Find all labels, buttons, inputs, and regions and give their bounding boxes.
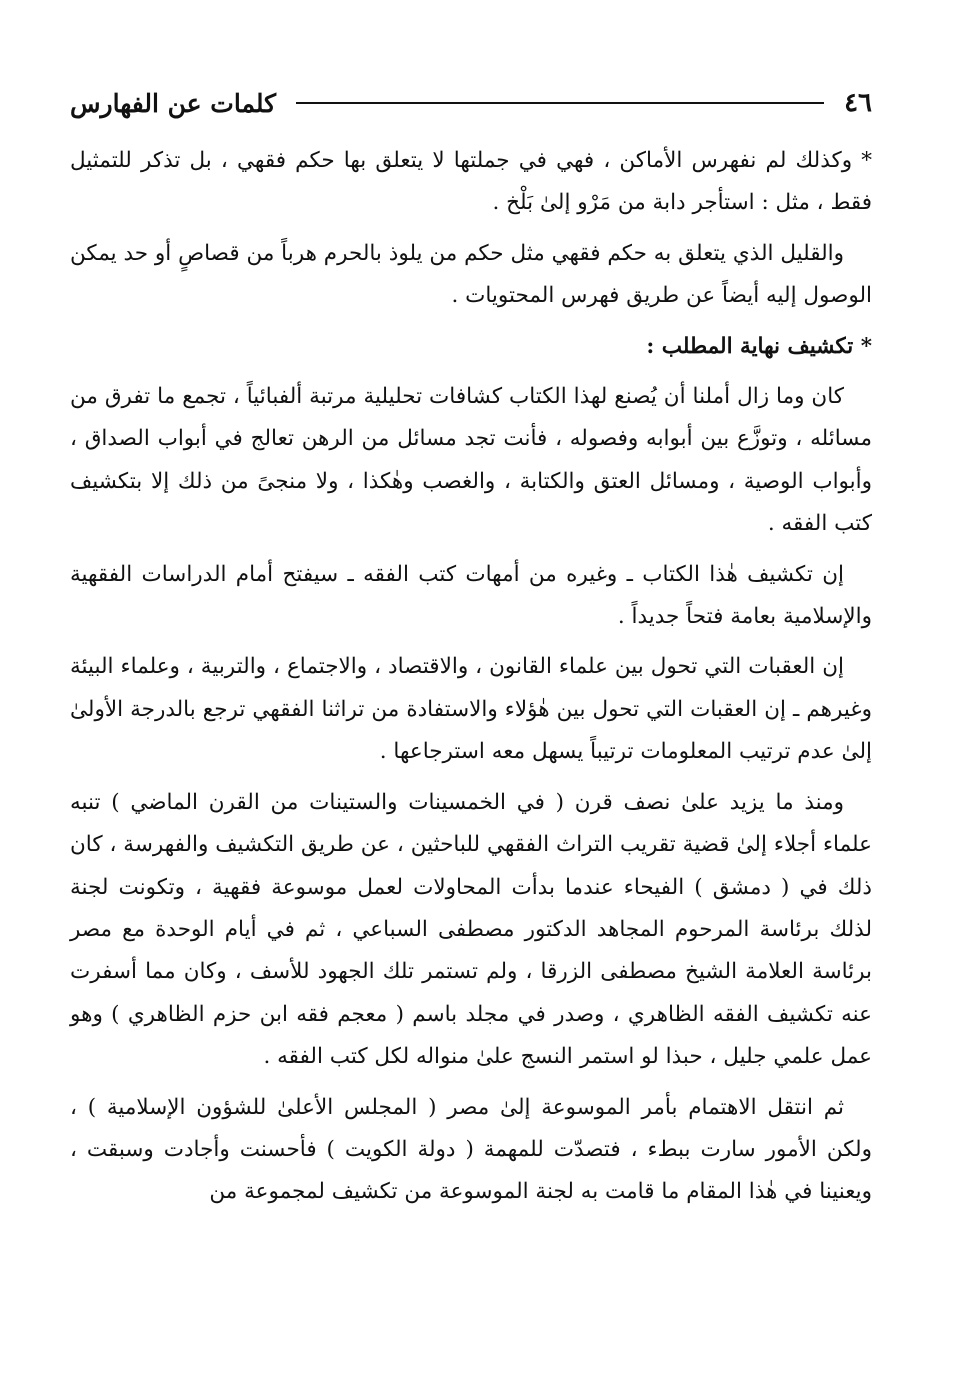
section-heading: * تكشيف نهاية المطلب :: [646, 333, 872, 359]
running-title: كلمات عن الفهارس: [70, 88, 277, 118]
header-rule: [296, 102, 824, 104]
paragraph-history-damascus: ومنذ ما يزيد علىٰ نصف قرن ( في الخمسينات والستينات من القرن الماضي ) تنبه علماء أجلاء إلىٰ قضية تقريب التراث الفقهي للباحثين ، عن طريق التكشيف والفهرسة ، كان ذلك في ( دمشق ) الفيحاء عندما بدأت المحاولات لعمل موسوعة فقهية ، وتكونت لجنة لذلك برئاسة المرحوم المجاهد الدكتور مصطفى السباعي ، ثم في أيام الوحدة مع مصر برئاسة العلامة الشيخ مصطفى الزرقا ، ولم تستمر تلك الجهود للأسف ، وكان مما أسفرت عنه تكشيف الفقه الظاهري ، وصدر في مجلد باسم ( معجم فقه ابن حزم الظاهري ) وهو عمل علمي جليل ، حبذا لو استمر النسج علىٰ منواله لكل كتب الفقه .: [70, 789, 872, 1070]
paragraph-indexing-benefit: إن تكشيف هٰذا الكتاب ـ وغيره من أمهات كتب الفقه ـ سيفتح أمام الدراسات الفقهية والإسلامية بعامة فتحاً جديداً .: [70, 561, 872, 630]
paragraph-egypt-kuwait: ثم انتقل الاهتمام بأمر الموسوعة إلىٰ مصر ( المجلس الأعلىٰ للشؤون الإسلامية ) ، ولكن الأمور سارت ببطء ، فتصدّت للمهمة ( دولة الكويت ) فأحسنت وأجادت وسبقت ، ويعنينا في هٰذا المقام ما قامت به لجنة الموسوعة من تكشيف لمجموعة من: [70, 1094, 872, 1205]
paragraph-haram-example: والقليل الذي يتعلق به حكم فقهي مثل حكم من يلوذ بالحرم هرباً من قصاصٍ أو حد يمكن الوصول إليه أيضاً عن طريق فهرس المحتويات .: [70, 240, 872, 309]
paragraph-analytic-indexes: كان وما زال أملنا أن يُصنع لهذا الكتاب كشافات تحليلية مرتبة ألفبائياً ، تجمع ما تفرق من مسائله ، وتوزَّع بين أبوابه وفصوله ، فأنت تجد مسائل من الرهن تعالج في أبواب الصداق ، وأبواب الوصية ، ومسائل العتق والكتابة ، والغصب وهٰكذا ، ولا منجىً من ذلك إلا بتكشيف كتب الفقه .: [70, 384, 872, 537]
body-text: [70, 140, 872, 1351]
page-header: [70, 78, 872, 128]
paragraph-places-index: * وكذلك لم نفهرس الأماكن ، فهي في جملتها لا يتعلق بها حكم فقهي ، بل تذكر للتمثيل فقط ، مثل : استأجر دابة من مَرْو إلىٰ بَلْخ .: [70, 148, 872, 216]
page-number: ٤٦: [844, 88, 872, 118]
paragraph-obstacles: إن العقبات التي تحول بين علماء القانون ، والاقتصاد ، والاجتماع ، والتربية ، وعلماء البيئة وغيرهم ـ إن العقبات التي تحول بين هٰؤلاء والاستفادة من تراثنا الفقهي ترجع بالدرجة الأولىٰ إلىٰ عدم ترتيب المعلومات ترتيباً يسهل معه استرجاعها .: [70, 654, 872, 765]
